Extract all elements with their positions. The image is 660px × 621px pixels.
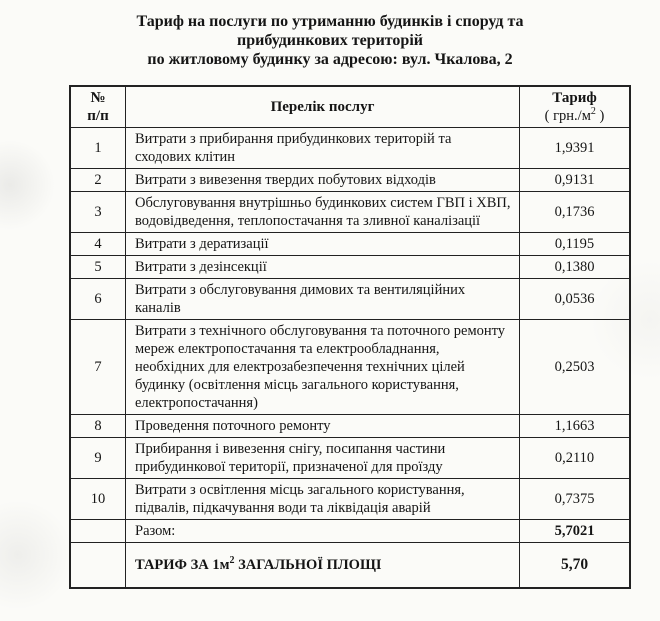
table-row: [70, 233, 630, 256]
title-line-3: по житловому будинку за адресою: вул. Чкалова, 2: [147, 51, 513, 68]
row-num-cell: 10: [70, 479, 126, 520]
tariff-cell: 0,7375: [520, 479, 631, 520]
row-num-cell: [70, 543, 126, 589]
header-tariff-title: Тариф: [552, 90, 597, 106]
tariff-cell: 1,9391: [520, 128, 631, 169]
table-row: [70, 128, 630, 169]
row-num-cell: 7: [70, 320, 126, 415]
final-label-suffix: ЗАГАЛЬНОЇ ПЛОЩІ: [234, 557, 382, 573]
title-line-2: прибудинкових територій: [236, 32, 423, 49]
service-cell: Витрати з прибирання прибудинкових територій та сходових клітин: [126, 128, 520, 169]
service-cell: Витрати з технічного обслуговування та поточного ремонту мереж електропостачання та електрообладнання, необхідних для електрозабезпечення технічних цілей будинку (освітлення місць загального користування, електропостачання): [126, 320, 520, 415]
table-row: [70, 415, 630, 438]
tariff-cell: 0,0536: [520, 279, 631, 320]
tariff-table: [69, 85, 631, 589]
service-cell: Обслуговування внутрішньо будинкових систем ГВП і ХВП, водовідведення, теплопостачання та зливної каналізації: [126, 192, 520, 233]
table-row: [70, 479, 630, 520]
total-value: 5,7021: [520, 520, 631, 543]
service-cell: Витрати з дератизації: [126, 233, 520, 256]
final-label-prefix: ТАРИФ ЗА 1м: [135, 557, 230, 573]
tariff-cell: 0,9131: [520, 169, 631, 192]
service-cell: Витрати з вивезення твердих побутових відходів: [126, 169, 520, 192]
table-header-row: [70, 86, 630, 128]
service-cell: Проведення поточного ремонту: [126, 415, 520, 438]
final-tariff-value: 5,70: [520, 543, 631, 589]
total-row: [70, 520, 630, 543]
service-cell: Витрати з освітлення місць загального користування, підвалів, підкачування води та ліквідація аварій: [126, 479, 520, 520]
tariff-unit-superscript: 2: [590, 106, 596, 118]
table-row: [70, 438, 630, 479]
title-line-1: Тариф на послуги по утриманню будинків і споруд та: [136, 13, 524, 30]
header-num-line1: №: [90, 90, 106, 106]
header-service: Перелік послуг: [126, 86, 520, 128]
final-tariff-row: [70, 543, 630, 589]
service-cell: Витрати з дезінсекції: [126, 256, 520, 279]
row-num-cell: 3: [70, 192, 126, 233]
tariff-cell: 0,2110: [520, 438, 631, 479]
tariff-cell: 1,1663: [520, 415, 631, 438]
total-label: Разом:: [126, 520, 520, 543]
tariff-cell: 0,2503: [520, 320, 631, 415]
header-tariff-unit: [524, 107, 625, 125]
table-row: [70, 320, 630, 415]
tariff-cell: 0,1380: [520, 256, 631, 279]
tariff-unit-suffix: ): [595, 108, 605, 124]
service-cell: Витрати з обслуговування димових та вентиляційних каналів: [126, 279, 520, 320]
tariff-unit-prefix: ( грн./м: [544, 108, 591, 124]
row-num-cell: 5: [70, 256, 126, 279]
table-row: [70, 279, 630, 320]
document-title: [0, 0, 660, 69]
row-num-cell: 8: [70, 415, 126, 438]
row-num-cell: 4: [70, 233, 126, 256]
final-tariff-label: [126, 543, 520, 589]
row-num-cell: 9: [70, 438, 126, 479]
row-num-cell: 2: [70, 169, 126, 192]
row-num-cell: [70, 520, 126, 543]
row-num-cell: 6: [70, 279, 126, 320]
tariff-cell: 0,1736: [520, 192, 631, 233]
table-row: [70, 169, 630, 192]
final-label-superscript: 2: [229, 555, 235, 567]
header-num-line2: п/п: [87, 108, 109, 124]
table-row: [70, 192, 630, 233]
tariff-cell: 0,1195: [520, 233, 631, 256]
service-cell: Прибирання і вивезення снігу, посипання частини прибудинкової території, призначеної для проїзду: [126, 438, 520, 479]
header-tariff: [520, 86, 631, 128]
header-num: [70, 86, 126, 128]
row-num-cell: 1: [70, 128, 126, 169]
table-row: [70, 256, 630, 279]
